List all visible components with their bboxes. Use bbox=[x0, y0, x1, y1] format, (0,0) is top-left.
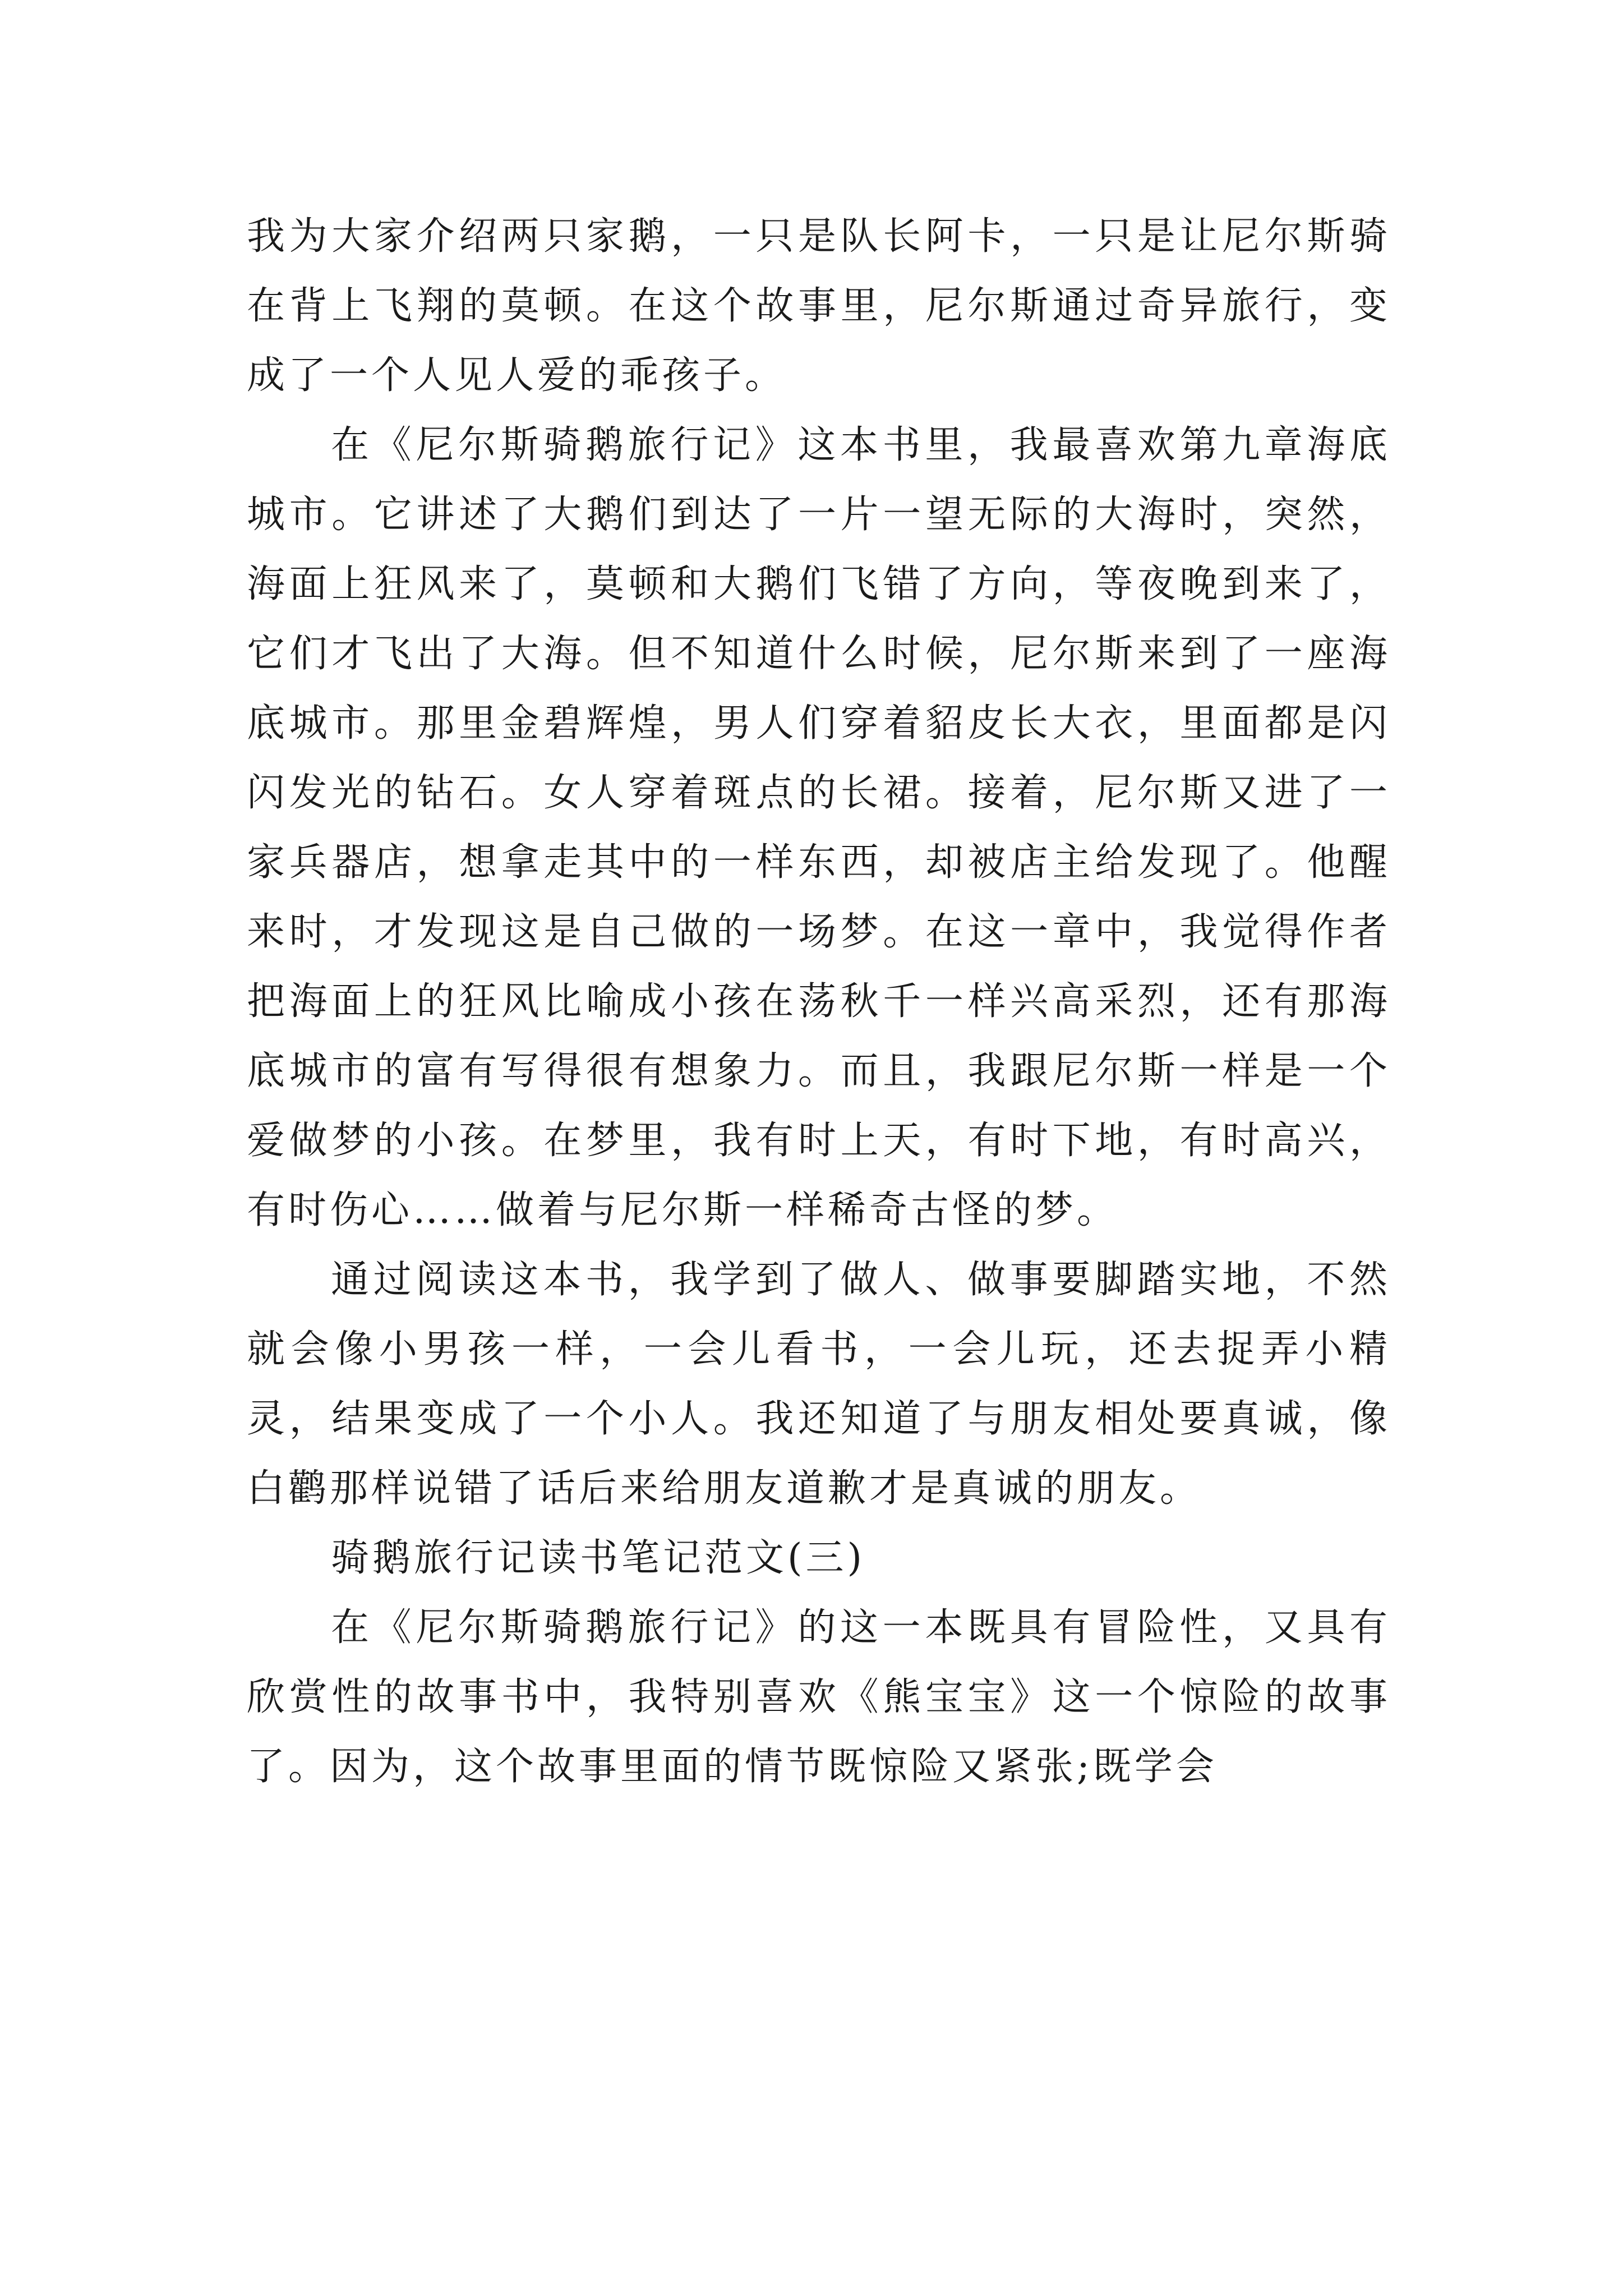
section-heading: 骑鹅旅行记读书笔记范文(三) bbox=[331, 1536, 866, 1580]
paragraph-intro-continuation: 我为大家介绍两只家鹅，一只是队长阿卡，一只是让尼尔斯骑在背上飞翔的莫顿。在这个故事里，尼尔斯通过奇异旅行，变成了一个人见人爱的乖孩子。 bbox=[247, 214, 1391, 398]
paragraph-lesson: 通过阅读这本书，我学到了做人、做事要脚踏实地，不然就会像小男孩一样，一会儿看书，一会儿玩，还去捉弄小精灵，结果变成了一个小人。我还知道了与朋友相处要真诚，像白鹳那样说错了话后来给朋友道歉才是真诚的朋友。 bbox=[247, 1258, 1391, 1511]
document-body bbox=[247, 202, 1391, 1802]
paragraph-essay-3-start: 在《尼尔斯骑鹅旅行记》的这一本既具有冒险性，又具有欣赏性的故事书中，我特别喜欢《熊宝宝》这一个惊险的故事了。因为，这个故事里面的情节既惊险又紧张;既学会 bbox=[247, 1605, 1391, 1789]
paragraph-favorite-chapter: 在《尼尔斯骑鹅旅行记》这本书里，我最喜欢第九章海底城市。它讲述了大鹅们到达了一片一望无际的大海时，突然，海面上狂风来了，莫顿和大鹅们飞错了方向，等夜晚到来了，它们才飞出了大海。但不知道什么时候，尼尔斯来到了一座海底城市。那里金碧辉煌，男人们穿着貂皮长大衣，里面都是闪闪发光的钻石。女人穿着斑点的长裙。接着，尼尔斯又进了一家兵器店，想拿走其中的一样东西，却被店主给发现了。他醒来时，才发现这是自己做的一场梦。在这一章中，我觉得作者把海面上的狂风比喻成小孩在荡秋千一样兴高采烈，还有那海底城市的富有写得很有想象力。而且，我跟尼尔斯一样是一个爱做梦的小孩。在梦里，我有时上天，有时下地，有时高兴，有时伤心……做着与尼尔斯一样稀奇古怪的梦。 bbox=[247, 423, 1391, 1232]
